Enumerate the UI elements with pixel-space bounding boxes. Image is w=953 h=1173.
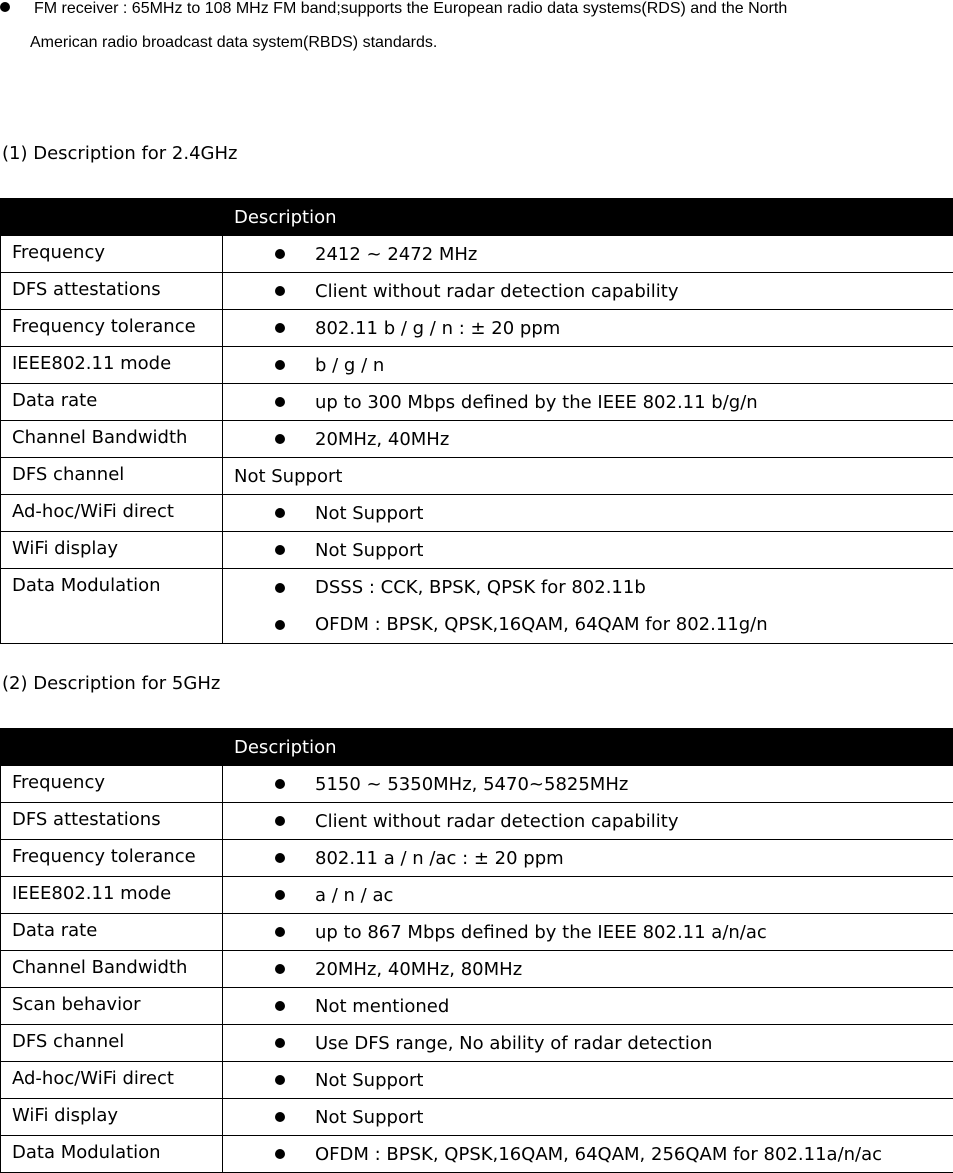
param-cell: IEEE802.11 mode (1, 877, 223, 914)
table-row (1, 1136, 953, 1173)
value-cell (223, 273, 953, 310)
bullet-icon (275, 964, 285, 974)
value-text: 20MHz, 40MHz (315, 429, 449, 450)
value-cell (223, 951, 953, 988)
bullet-icon (275, 508, 285, 518)
value-line (275, 532, 953, 568)
param-cell: Frequency tolerance (1, 310, 223, 347)
param-cell: Data Modulation (1, 569, 223, 644)
value-line (275, 421, 953, 457)
bullet-icon (275, 397, 285, 407)
bullet-icon (0, 2, 10, 12)
value-text: 802.11 b / g / n : ± 20 ppm (315, 318, 560, 339)
spec-table-5ghz (0, 728, 953, 1173)
value-line (275, 606, 953, 643)
table-row (1, 1099, 953, 1136)
intro-line-2: American radio broadcast data system(RBDS) standards. (30, 34, 437, 52)
bullet-icon (275, 890, 285, 900)
param-cell: Channel Bandwidth (1, 421, 223, 458)
bullet-icon (275, 853, 285, 863)
section-heading-2-4ghz: (1) Description for 2.4GHz (2, 143, 238, 165)
param-cell: Scan behavior (1, 988, 223, 1025)
value-cell (223, 347, 953, 384)
bullet-icon (275, 1112, 285, 1122)
bullet-icon (275, 816, 285, 826)
param-cell: Ad-hoc/WiFi direct (1, 1062, 223, 1099)
table-row (1, 347, 953, 384)
value-line (275, 569, 953, 606)
value-cell (223, 421, 953, 458)
value-line (275, 951, 953, 987)
value-text: b / g / n (315, 355, 384, 376)
value-line (275, 877, 953, 913)
param-cell: Channel Bandwidth (1, 951, 223, 988)
value-cell: Not Support (223, 458, 953, 495)
table-row (1, 766, 953, 803)
value-cell (223, 766, 953, 803)
bullet-icon (275, 323, 285, 333)
table-row (1, 495, 953, 532)
bullet-icon (275, 1075, 285, 1085)
table-row (1, 569, 953, 644)
value-cell (223, 914, 953, 951)
param-cell: WiFi display (1, 532, 223, 569)
table-row (1, 988, 953, 1025)
spec-table-2-4ghz (0, 198, 953, 644)
param-cell: Data rate (1, 914, 223, 951)
bullet-icon (275, 360, 285, 370)
table-row (1, 236, 953, 273)
value-text: Client without radar detection capability (315, 811, 678, 832)
table-row (1, 803, 953, 840)
value-cell (223, 310, 953, 347)
value-line (275, 988, 953, 1024)
table-row (1, 877, 953, 914)
value-text: Not Support (315, 540, 423, 561)
value-line (275, 766, 953, 802)
value-line (275, 914, 953, 950)
bullet-icon (275, 249, 285, 259)
header-description-cell: Description (223, 729, 953, 766)
value-line (275, 236, 953, 272)
param-cell: DFS attestations (1, 803, 223, 840)
value-text: DSSS : CCK, BPSK, QPSK for 802.11b (315, 577, 646, 598)
bullet-icon (275, 1149, 285, 1159)
value-cell (223, 569, 953, 644)
bullet-icon (275, 620, 285, 630)
value-cell (223, 988, 953, 1025)
table-header-row (1, 199, 953, 236)
table-row (1, 310, 953, 347)
bullet-icon (275, 779, 285, 789)
value-text: Not Support (315, 1107, 423, 1128)
table-row (1, 914, 953, 951)
value-line (275, 273, 953, 309)
value-cell (223, 1062, 953, 1099)
param-cell: DFS channel (1, 458, 223, 495)
table-row (1, 421, 953, 458)
value-cell (223, 840, 953, 877)
header-param-cell (1, 729, 223, 766)
value-line (275, 803, 953, 839)
value-text: 802.11 a / n /ac : ± 20 ppm (315, 848, 564, 869)
param-cell: WiFi display (1, 1099, 223, 1136)
value-text: Not Support (315, 1070, 423, 1091)
param-cell: DFS attestations (1, 273, 223, 310)
header-description-cell: Description (223, 199, 953, 236)
value-line (275, 1025, 953, 1061)
table-row (1, 458, 953, 495)
param-cell: Frequency tolerance (1, 840, 223, 877)
value-cell (223, 384, 953, 421)
value-text: Use DFS range, No ability of radar detection (315, 1033, 712, 1054)
intro-line-1 (0, 0, 787, 18)
value-line (275, 1062, 953, 1098)
section-heading-5ghz: (2) Description for 5GHz (2, 673, 220, 695)
table-row (1, 1062, 953, 1099)
bullet-icon (275, 1001, 285, 1011)
value-text: OFDM : BPSK, QPSK,16QAM, 64QAM for 802.11g/n (315, 614, 768, 635)
table-header-row (1, 729, 953, 766)
value-line (275, 495, 953, 531)
table-body (1, 766, 953, 1173)
param-cell: IEEE802.11 mode (1, 347, 223, 384)
value-text: a / n / ac (315, 885, 393, 906)
value-text: 20MHz, 40MHz, 80MHz (315, 959, 522, 980)
param-cell: Frequency (1, 236, 223, 273)
bullet-icon (275, 583, 285, 593)
value-text: Client without radar detection capability (315, 281, 678, 302)
value-cell (223, 495, 953, 532)
value-text: up to 867 Mbps defined by the IEEE 802.11 a/n/ac (315, 922, 767, 943)
value-text: 5150 ~ 5350MHz, 5470~5825MHz (315, 774, 628, 795)
value-text: up to 300 Mbps defined by the IEEE 802.11 b/g/n (315, 392, 758, 413)
table-row (1, 532, 953, 569)
value-cell (223, 1099, 953, 1136)
param-cell: Data Modulation (1, 1136, 223, 1173)
bullet-icon (275, 434, 285, 444)
value-cell (223, 532, 953, 569)
intro-text-line-1: FM receiver : 65MHz to 108 MHz FM band;supports the European radio data systems(RDS) and the North (34, 0, 787, 17)
table-row (1, 384, 953, 421)
value-line (275, 1099, 953, 1135)
value-cell (223, 236, 953, 273)
bullet-icon (275, 1038, 285, 1048)
table-row (1, 273, 953, 310)
value-line (275, 384, 953, 420)
value-line (275, 840, 953, 876)
value-line (275, 1136, 953, 1172)
table-row (1, 951, 953, 988)
value-cell (223, 877, 953, 914)
value-line (275, 310, 953, 346)
param-cell: Ad-hoc/WiFi direct (1, 495, 223, 532)
value-cell (223, 1025, 953, 1062)
value-cell (223, 1136, 953, 1173)
param-cell: DFS channel (1, 1025, 223, 1062)
bullet-icon (275, 927, 285, 937)
value-text: Not Support (315, 503, 423, 524)
bullet-icon (275, 286, 285, 296)
value-cell (223, 803, 953, 840)
value-text: 2412 ~ 2472 MHz (315, 244, 477, 265)
table-row (1, 840, 953, 877)
param-cell: Frequency (1, 766, 223, 803)
value-text: Not mentioned (315, 996, 449, 1017)
value-line (275, 347, 953, 383)
bullet-icon (275, 545, 285, 555)
table-body (1, 236, 953, 644)
value-text: OFDM : BPSK, QPSK,16QAM, 64QAM, 256QAM for 802.11a/n/ac (315, 1144, 882, 1165)
header-param-cell (1, 199, 223, 236)
table-row (1, 1025, 953, 1062)
param-cell: Data rate (1, 384, 223, 421)
